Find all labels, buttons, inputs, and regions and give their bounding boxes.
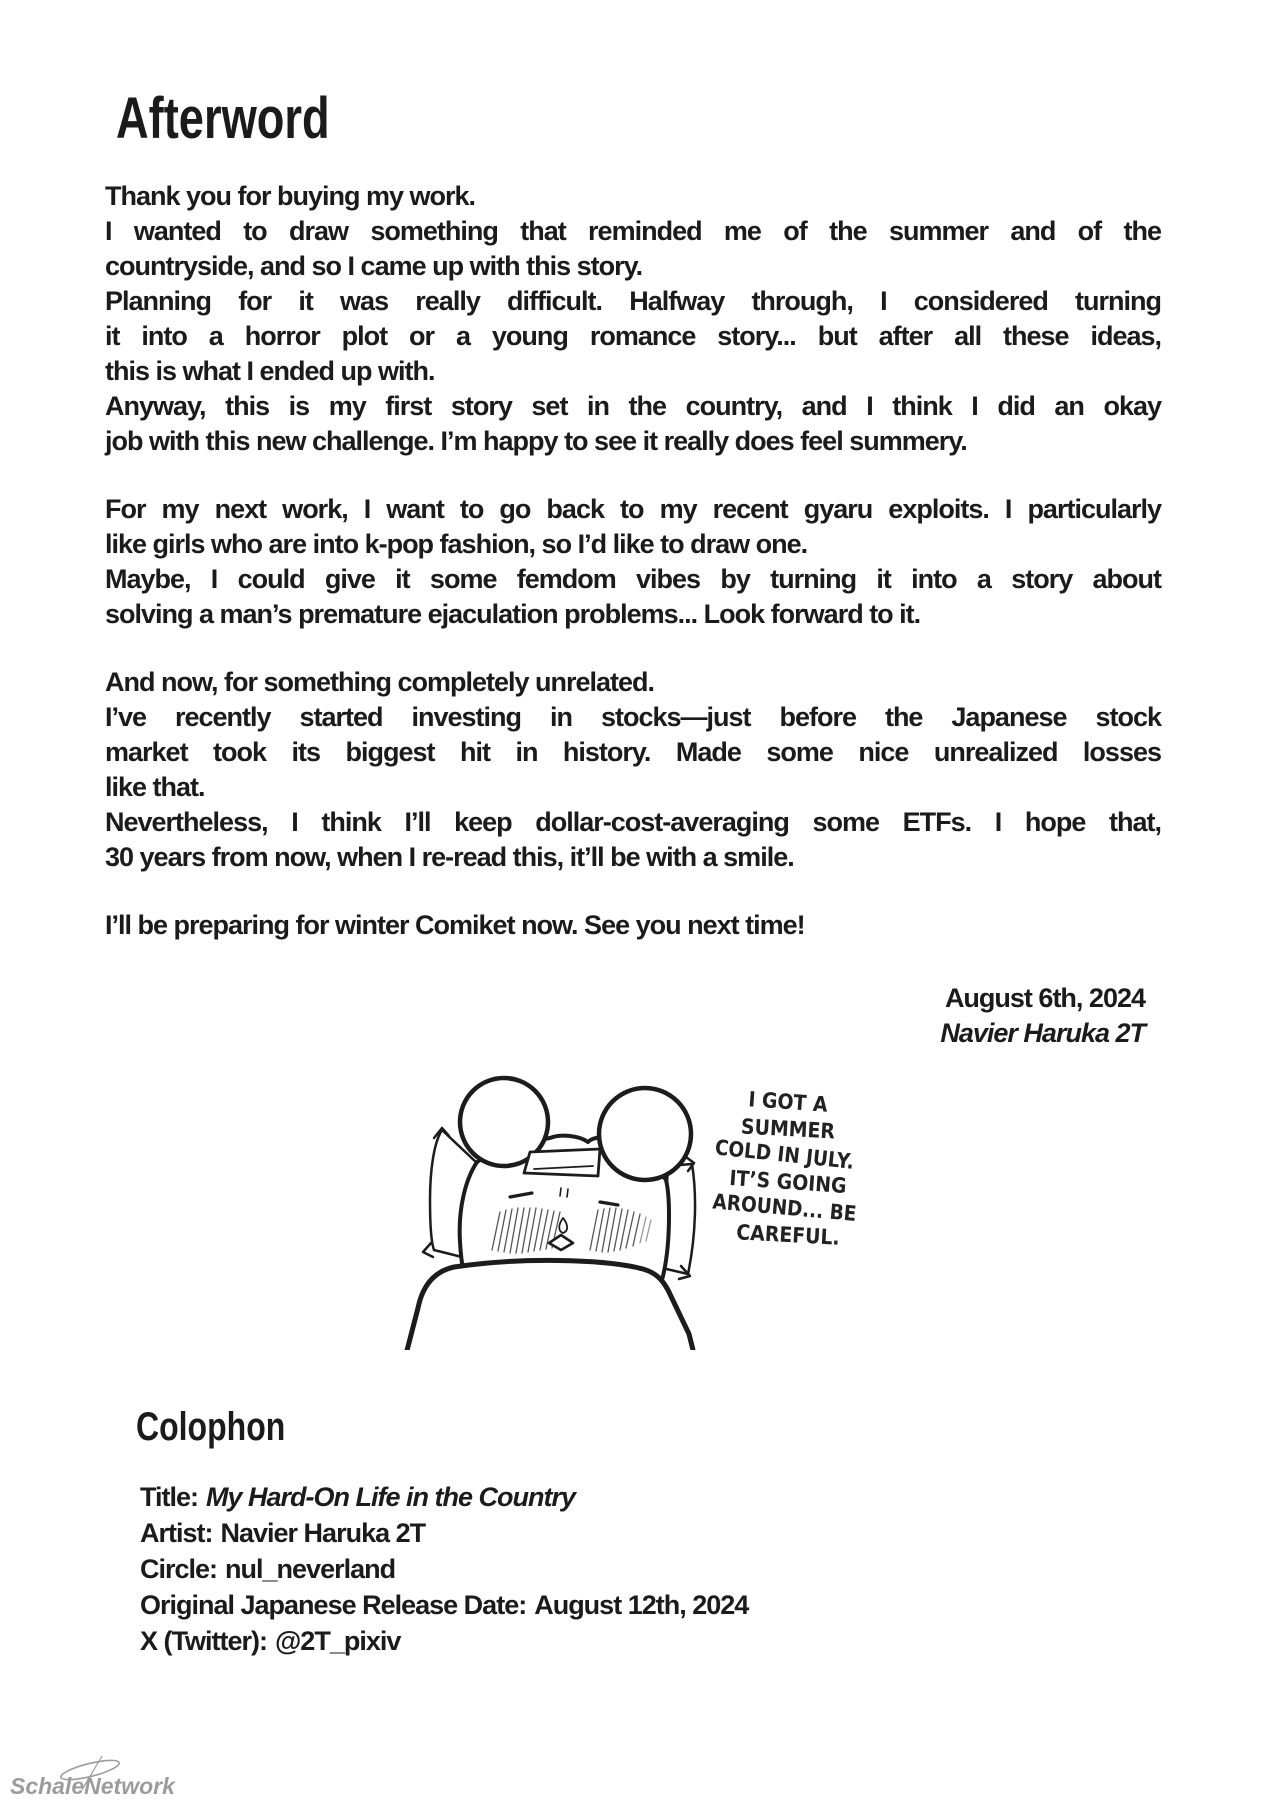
colophon-value: August 12th, 2024 xyxy=(534,1590,749,1620)
signature-block xyxy=(105,981,1161,1051)
body-line: Planning for it was really difficult. Halfway through, I considered turning xyxy=(105,286,1161,316)
colophon-label: Circle: xyxy=(140,1554,218,1584)
body-line: like that. xyxy=(105,772,205,802)
note-line: CAREFUL. xyxy=(735,1219,841,1250)
body-line: job with this new challenge. I’m happy to see it really does feel summery. xyxy=(105,426,967,456)
colophon-title: Colophon xyxy=(136,1405,286,1449)
body-line: like girls who are into k-pop fashion, so I’d like to draw one. xyxy=(105,529,808,559)
colophon-block xyxy=(140,1479,1040,1659)
mouse-in-bed-drawing xyxy=(400,1050,720,1350)
body-line: solving a man’s premature ejaculation problems... Look forward to it. xyxy=(105,599,921,629)
colophon-value: @2T_pixiv xyxy=(274,1626,401,1656)
body-line: countryside, and so I came up with this story. xyxy=(105,251,643,281)
body-line: this is what I ended up with. xyxy=(105,356,435,386)
note-line: COLD IN JULY. xyxy=(713,1135,856,1174)
paragraph xyxy=(105,214,1161,284)
watermark-text: SchaleNetwork xyxy=(10,1773,175,1799)
colophon-label: Artist: xyxy=(140,1518,213,1548)
body-line: Nevertheless, I think I’ll keep dollar-cost-averaging some ETFs. I hope that, xyxy=(105,807,1161,837)
colophon-row xyxy=(140,1515,1040,1551)
colophon-row xyxy=(140,1479,1040,1515)
paragraph xyxy=(105,179,1161,214)
note-line: I GOT A xyxy=(747,1087,829,1117)
note-line: AROUND... BE xyxy=(711,1189,858,1226)
body-line: And now, for something completely unrelated. xyxy=(105,667,655,697)
note-line: SUMMER xyxy=(740,1114,836,1143)
colophon-row xyxy=(140,1587,1040,1623)
body-line: Thank you for buying my work. xyxy=(105,181,476,211)
scanlation-watermark xyxy=(6,1752,216,1804)
body-line: it into a horror plot or a young romance story... but after all these ideas, xyxy=(105,321,1161,351)
body-line: I’ll be preparing for winter Comiket now. See you next time! xyxy=(105,910,805,940)
colophon-label: X (Twitter): xyxy=(140,1626,267,1656)
paragraph xyxy=(105,389,1161,459)
signature-date: August 6th, 2024 xyxy=(944,983,1145,1013)
body-line: 30 years from now, when I re-read this, it’ll be with a smile. xyxy=(105,842,794,872)
paragraph xyxy=(105,700,1161,805)
cooling-sheet xyxy=(524,1149,600,1176)
mouse-right-ear xyxy=(599,1088,691,1180)
paragraph xyxy=(105,805,1161,875)
body-line: For my next work, I want to go back to my recent gyaru exploits. I particularly xyxy=(105,494,1161,524)
paragraph xyxy=(105,492,1161,562)
colophon-value: Navier Haruka 2T xyxy=(220,1518,426,1548)
colophon-row xyxy=(140,1623,1040,1659)
colophon-label: Title: xyxy=(140,1482,199,1512)
paragraph xyxy=(105,908,1161,943)
body-line: I’ve recently started investing in stocks—just before the Japanese stock xyxy=(105,702,1161,732)
body-line: market took its biggest hit in history. Made some nice unrealized losses xyxy=(105,737,1161,767)
paragraph xyxy=(105,665,1161,700)
body-line: Anyway, this is my first story set in the country, and I think I did an okay xyxy=(105,391,1161,421)
page-title: Afterword xyxy=(116,86,330,151)
afterword-body xyxy=(105,179,1161,1051)
paragraph xyxy=(105,562,1161,632)
colophon-row xyxy=(140,1551,1040,1587)
blanket xyxy=(404,1260,696,1350)
colophon-value: nul_neverland xyxy=(225,1554,396,1584)
colophon-value: My Hard-On Life in the Country xyxy=(206,1482,576,1512)
paragraph xyxy=(105,284,1161,389)
hand-lettered-note xyxy=(688,1089,888,1248)
body-line: Maybe, I could give it some femdom vibes by turning it into a story about xyxy=(105,564,1161,594)
note-line: IT’S GOING xyxy=(728,1165,848,1198)
colophon-label: Original Japanese Release Date: xyxy=(140,1590,527,1620)
signature-author: Navier Haruka 2T xyxy=(940,1018,1145,1048)
body-line: I wanted to draw something that reminded me of the summer and of the xyxy=(105,216,1161,246)
